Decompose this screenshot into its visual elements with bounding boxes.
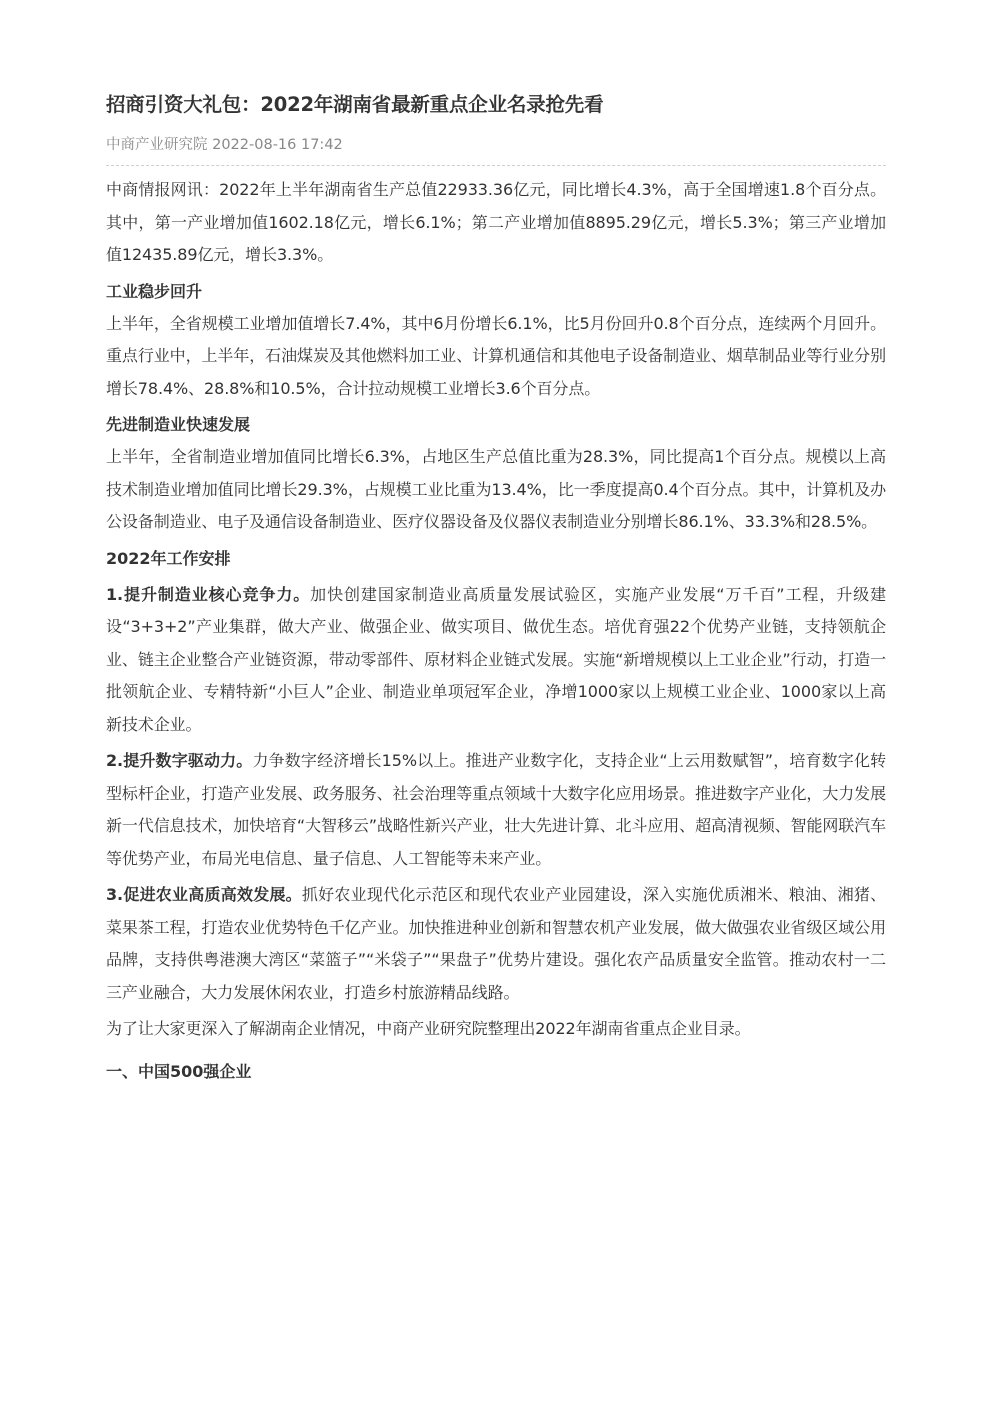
work-item-3 xyxy=(106,879,886,1009)
work-item-2 xyxy=(106,745,886,875)
list-heading: 一、中国500强企业 xyxy=(106,1061,252,1081)
section-heading-manufacturing: 先进制造业快速发展 xyxy=(106,415,251,434)
article xyxy=(106,90,886,1088)
intro-paragraph: 中商情报网讯：2022年上半年湖南省生产总值22933.36亿元，同比增长4.3%，高于全国增速1.8个百分点。其中，第一产业增加值1602.18亿元，增长6.1%；第二产业增加值8895.29亿元，增长5.3%；第三产业增加值12435.89亿元，增长3.3%。 xyxy=(106,180,886,264)
work-item-3-lead: 3.促进农业高质高效发展。 xyxy=(106,885,302,904)
work-item-1 xyxy=(106,579,886,742)
section-heading-work-plan: 2022年工作安排 xyxy=(106,548,231,568)
article-meta xyxy=(106,134,886,156)
work-item-1-text: 加快创建国家制造业高质量发展试验区，实施产业发展“万千百”工程，升级建设“3+3+2”产业集群，做大产业、做强企业、做实项目、做优生态。培优育强22个优势产业链，支持领航企业、链主企业整合产业链资源，带动零部件、原材料企业链式发展。实施“新增规模以上工业企业”行动，打造一批领航企业、专精特新“小巨人”企业、制造业单项冠军企业，净增1000家以上规模工业企业、1000家以上高新技术企业。 xyxy=(106,584,886,734)
section-paragraph-manufacturing: 上半年，全省制造业增加值同比增长6.3%，占地区生产总值比重为28.3%，同比提高1个百分点。规模以上高技术制造业增加值同比增长29.3%，占规模工业比重为13.4%，比一季度提高0.4个百分点。其中，计算机及办公设备制造业、电子及通信设备制造业、医疗仪器设备及仪器仪表制造业分别增长86.1%、33.3%和28.5%。 xyxy=(106,447,886,531)
work-item-1-lead: 1.提升制造业核心竞争力。 xyxy=(106,584,311,604)
article-source: 中商产业研究院 xyxy=(106,137,208,153)
work-item-2-lead: 2.提升数字驱动力。 xyxy=(106,751,253,770)
work-item-2-text: 力争数字经济增长15%以上。推进产业数字化，支持企业“上云用数赋智”，培育数字化转型标杆企业，打造产业发展、政务服务、社会治理等重点领域十大数字化应用场景。推进数字产业化，大力发展新一代信息技术，加快培育“大智移云”战略性新兴产业，壮大先进计算、北斗应用、超高清视频、智能网联汽车等优势产业，布局光电信息、量子信息、人工智能等未来产业。 xyxy=(106,751,886,868)
article-datetime: 2022-08-16 17:42 xyxy=(212,137,343,153)
section-heading-industry: 工业稳步回升 xyxy=(106,281,203,301)
article-title: 招商引资大礼包：2022年湖南省最新重点企业名录抢先看 xyxy=(106,93,604,116)
work-item-3-text: 抓好农业现代化示范区和现代农业产业园建设，深入实施优质湘米、粮油、湘猪、菜果茶工程，打造农业优势特色千亿产业。加快推进种业创新和智慧农机产业发展，做大做强农业省级区域公用品牌，支持供粤港澳大湾区“菜篮子”“米袋子”“果盘子”优势片建设。强化农产品质量安全监管。推动农村一二三产业融合，大力发展休闲农业，打造乡村旅游精品线路。 xyxy=(106,885,886,1002)
closing-paragraph: 为了让大家更深入了解湖南企业情况，中商产业研究院整理出2022年湖南省重点企业目录。 xyxy=(106,1019,751,1038)
section-paragraph-industry: 上半年，全省规模工业增加值增长7.4%，其中6月份增长6.1%，比5月份回升0.8个百分点，连续两个月回升。重点行业中，上半年，石油煤炭及其他燃料加工业、计算机通信和其他电子设备制造业、烟草制品业等行业分别增长78.4%、28.8%和10.5%，合计拉动规模工业增长3.6个百分点。 xyxy=(106,313,886,398)
title-divider xyxy=(106,165,886,166)
